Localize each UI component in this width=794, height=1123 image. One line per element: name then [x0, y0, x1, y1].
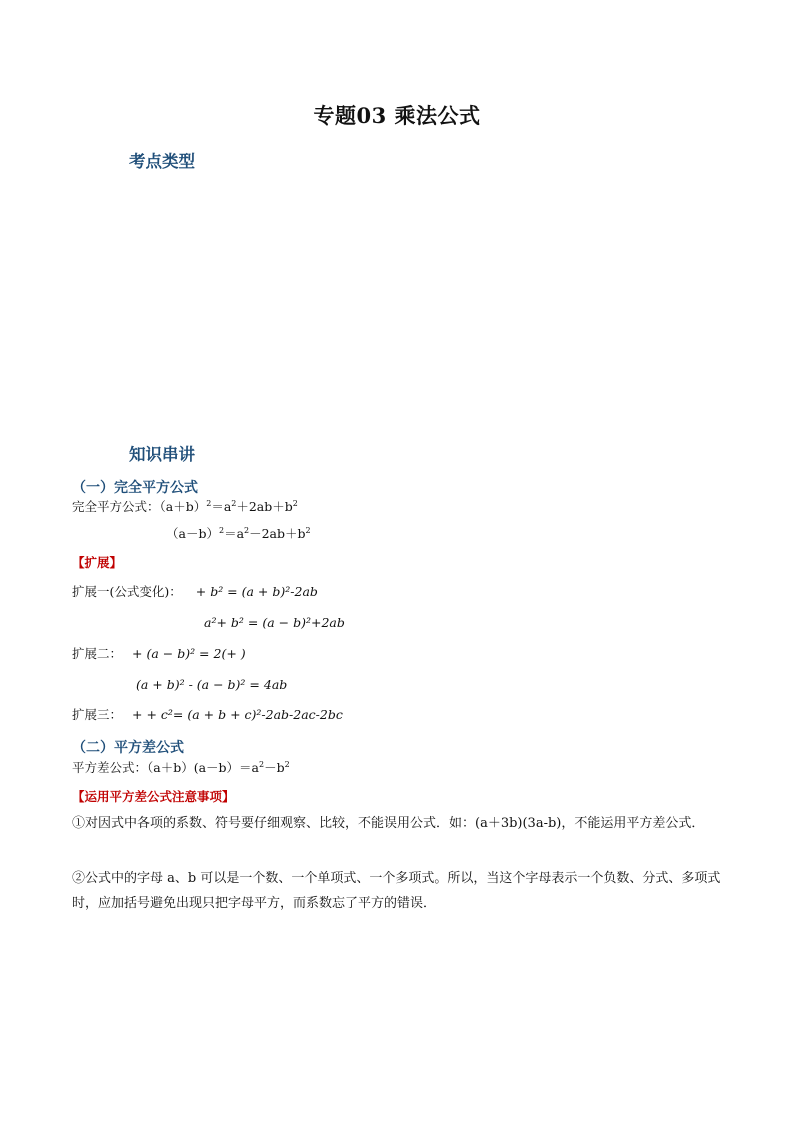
- extension-1-line-2: a²+ b² = (a − b)²+2ab: [204, 615, 345, 630]
- formula1-prefix: 完全平方公式：（a＋b）: [72, 499, 207, 514]
- note-2: ②公式中的字母 a、b 可以是一个数、一个单项式、一个多项式。所以，当这个字母表示一个负数、分式、多项式时，应加括号避免出现只把字母平方，而系数忘了平方的错误．: [72, 871, 721, 911]
- ext3-formula-1: + + c²= (a + b + c)²-2ab-2ac-2bc: [132, 707, 343, 722]
- formula1-rest-b: ＋2ab＋b: [236, 499, 293, 514]
- part2-formula-prefix: 平方差公式：（a＋b）(a－b）＝a: [72, 760, 259, 775]
- formula-perfect-square-plus: [72, 497, 298, 517]
- sup: 2: [305, 526, 311, 535]
- part2-formula-suffix: －b: [264, 760, 285, 775]
- formula-perfect-square-minus: [166, 524, 311, 544]
- expand-tag: 【扩展】: [72, 555, 123, 570]
- sup: 2: [284, 760, 290, 769]
- sup: 2: [292, 499, 298, 508]
- ext2-label: 扩展二：: [72, 646, 123, 661]
- ext2-formula-1: + (a − b)² = 2(+ ): [132, 646, 246, 661]
- extension-2-line-2: (a + b)² - (a − b)² = 4ab: [136, 677, 288, 692]
- part2-heading: （二）平方差公式: [72, 740, 184, 756]
- formula2-prefix: （a－b）: [166, 526, 219, 541]
- formula2-rest-a: ＝a: [224, 526, 245, 541]
- section-heading-zhishi: 知识串讲: [129, 445, 195, 464]
- extension-2-line-1: [72, 644, 246, 664]
- formula1-rest-a: ＝a: [211, 499, 232, 514]
- ext3-label: 扩展三：: [72, 707, 123, 722]
- note-tag: 【运用平方差公式注意事项】: [72, 789, 235, 804]
- formula-difference-of-squares: [72, 758, 290, 778]
- note-1: ①对因式中各项的系数、符号要仔细观察、比较，不能误用公式．如：(a＋3b)(3a-b)，不能运用平方差公式．: [72, 816, 705, 831]
- extension-1-line-1: [72, 582, 318, 602]
- part1-heading: （一）完全平方公式: [72, 480, 198, 496]
- section-heading-kaodian: 考点类型: [129, 152, 195, 171]
- formula2-rest-b: －2ab＋b: [249, 526, 306, 541]
- ext1-label: 扩展一(公式变化)：: [72, 584, 182, 599]
- sup: 2: [244, 526, 250, 535]
- page-title: 专题03 乘法公式: [313, 103, 481, 128]
- sup: 2: [218, 526, 225, 535]
- sup: 2: [259, 760, 265, 769]
- ext1-formula-1: + b² = (a + b)²-2ab: [195, 584, 318, 599]
- extension-3-line-1: [72, 705, 343, 725]
- sup: 2: [231, 499, 237, 508]
- sup: 2: [206, 499, 212, 508]
